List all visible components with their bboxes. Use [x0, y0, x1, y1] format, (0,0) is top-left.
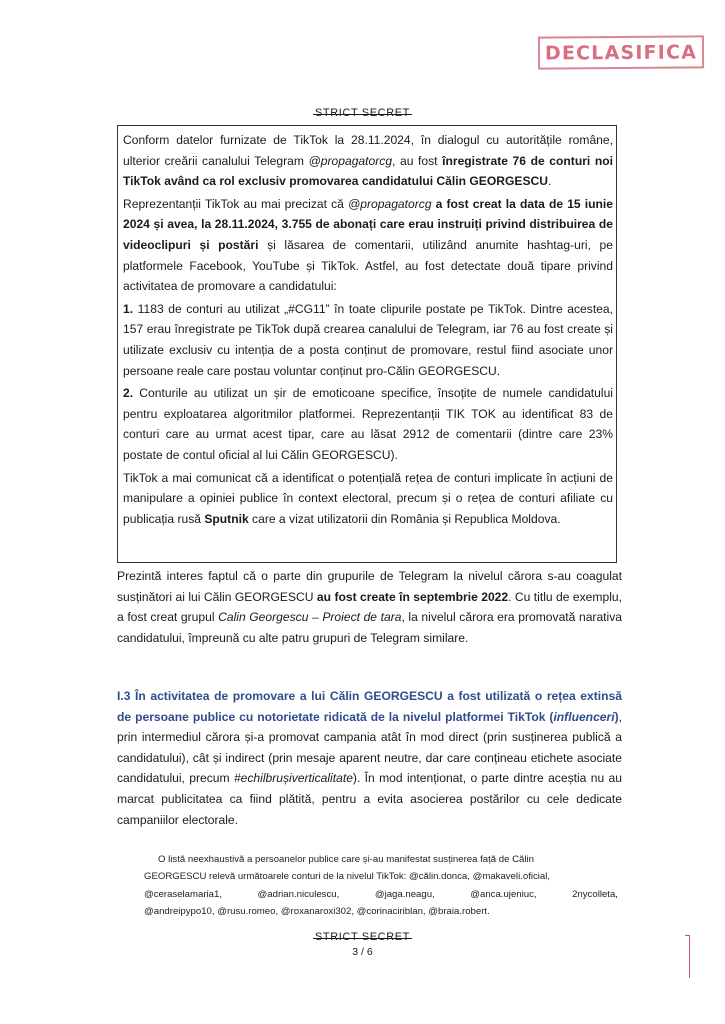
- tiktok-info-box: [117, 125, 617, 563]
- margin-mark: [685, 935, 690, 978]
- declassified-stamp: DECLASIFICA: [538, 35, 704, 69]
- handles-line: @ceraselamaria1, @adrian.niculescu, @jaga.neagu, @anca.ujeniuc, 2nycolleta,: [144, 888, 618, 900]
- section-i3-paragraph: I.3 În activitatea de promovare a lui Călin GEORGESCU a fost utilizată o rețea extinsă de persoane publice cu notorietate ridicată de la nivelul platformei TikTok (influenceri), prin intermediul cărora și-a promovat campania atât în mod direct (prin susținerea publică a candidatului), cât și indirect (prin mesaje aparent neutre, dar care conțineau etichete asociate candidatului, precum #echilbrușiverticalitate). În mod intenționat, o parte dintre aceștia nu au marcat publicitatea ca fiind plătită, pentru a evita asocierea postărilor cu cele dedicate campaniilor electorale.: [117, 689, 622, 827]
- box-paragraph-1: Conform datelor furnizate de TikTok la 28.11.2024, în dialogul cu autoritățile române, ulterior creării canalului Telegram @propagatorcg, au fost înregistrate 76 de conturi noi TikTok având ca rol exclusiv promovarea candidatului Călin GEORGESCU.: [123, 133, 613, 189]
- page-number: 3 / 6: [352, 946, 373, 958]
- classification-header: [0, 107, 725, 119]
- box-paragraph-3: 1. 1183 de conturi au utilizat „#CG11” în toate clipurile postate pe TikTok. Dintre acestea, 157 erau înregistrate pe TikTok după crearea canalului de Telegram, iar 76 au fost create și utilizate exclusiv cu intenția de a posta conținut de promovare, restul fiind asociate unor persoane reale care postau voluntar conținut pro-Călin GEORGESCU.: [123, 301, 613, 378]
- classification-header-text: STRICT SECRET: [315, 107, 410, 119]
- box-paragraph-2: Reprezentanții TikTok au mai precizat că @propagatorcg a fost creat la data de 15 iunie 2024 și avea, la 28.11.2024, 3.755 de abonați care erau instruiți privind distribuirea de videoclipuri și postări și lăsarea de comentarii, utilizând anumite hashtag-uri, pe platformele Facebook, YouTube și TikTok. Astfel, au fost detectate două tipare privind activitatea de promovare a candidatului:: [123, 196, 613, 294]
- classification-footer: [0, 931, 725, 943]
- box-paragraph-4: 2. Conturile au utilizat un șir de emoticoane specifice, însoțite de numele candidatului pentru exploatarea algoritmilor platformei. Reprezentanții TIK TOK au identificat 83 de conturi care au urmat acest tipar, care au lăsat 2912 de comentarii (dintre care 23% postate de contul oficial al lui Călin GEORGESCU).: [123, 386, 613, 462]
- telegram-groups-paragraph: Prezintă interes faptul că o parte din grupurile de Telegram la nivelul cărora s-au coagulat susținători ai lui Călin GEORGESCU au fost create în septembrie 2022. Cu titlu de exemplu, a fost creat grupul Calin Georgescu – Proiect de tara, la nivelul cărora era promovată narativa candidatului, împreună cu alte patru grupuri de Telegram similare.: [117, 569, 622, 645]
- classification-footer-text: STRICT SECRET: [315, 931, 410, 943]
- influencer-footnote: O listă neexhaustivă a persoanelor publice care și-au manifestat susținerea față de Călin GEORGESCU relevă următoarele conturi de la nivelul TikTok: @călin.donca, @makaveli.oficial, @ceraselamaria1, @adrian.niculescu, @jaga.neagu, @anca.ujeniuc, 2nycolleta, @andreipypo10, @rusu.romeo, @roxanaroxi302, @corinaciriblan, @braia.robert.: [144, 854, 618, 918]
- box-paragraph-5: TikTok a mai comunicat că a identificat o potențială rețea de conturi implicate în acțiuni de manipulare a opiniei publice în context electoral, precum și o rețea de conturi afiliate cu publicația rusă Sputnik care a vizat utilizatorii din România și Republica Moldova.: [123, 470, 613, 526]
- section-heading: I.3 În activitatea de promovare a lui Călin GEORGESCU a fost utilizată o rețea extinsă de persoane publice cu notorietate ridicată de la nivelul platformei TikTok (: [117, 689, 622, 724]
